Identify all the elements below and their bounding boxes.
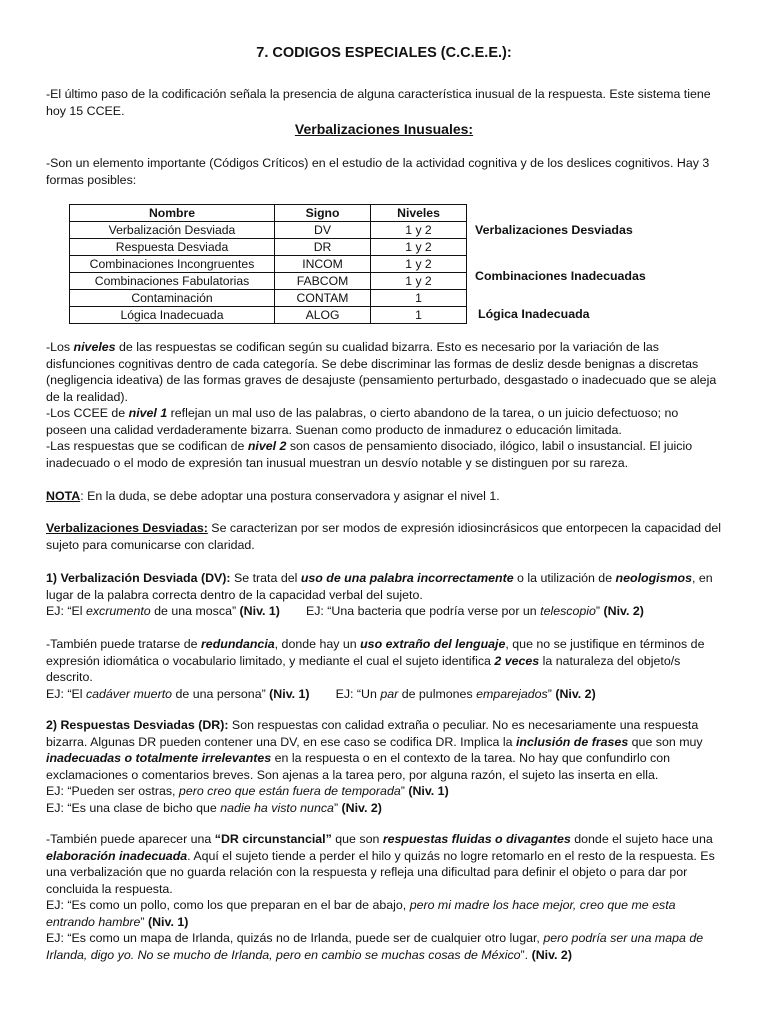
text-run: la naturaleza del objeto/s descrito. [46, 653, 681, 684]
table-header-row [70, 205, 467, 222]
text-run: de pulmones [398, 686, 477, 701]
level-tag: (Niv. 1) [408, 784, 449, 798]
text-run-italic: pero mi madre los hace mejor, creo que me esta entrando hambre [46, 898, 676, 929]
text-run: EJ: “Es como un mapa de Irlanda, quizás no de Irlanda, puede ser de cualquier otro lugar, [46, 931, 544, 945]
level-tag: (Niv. 1) [269, 686, 310, 701]
text-run: EJ: “Es una clase de bicho que [46, 800, 221, 815]
text-run: de una mosca” [150, 604, 240, 618]
text-run-italic: telescopio [540, 604, 596, 618]
text-run: donde el sujeto hace una [570, 832, 713, 846]
intro-paragraph: -El último paso de la codificación señala la presencia de alguna característica inusual de la respuesta. Este sistema tiene hoy 15 CCEE. [46, 87, 711, 118]
text-run-emph: redundancia [200, 637, 275, 651]
table-cell: 1 y 2 [371, 239, 467, 256]
dr-example-2 [46, 800, 722, 817]
text-run-italic: pero creo que están fuera de temporada [178, 784, 401, 798]
dv-heading: 1) Verbalización Desviada (DV): [46, 571, 231, 585]
table-row [70, 239, 467, 256]
text-run-italic: emparejados [476, 686, 548, 701]
dr-section [46, 717, 722, 816]
table-cell: DR [275, 239, 371, 256]
side-label-verbalizaciones: Verbalizaciones Desviadas [475, 223, 633, 237]
text-run: EJ: “Es como un pollo, como los que preparan en el bar de abajo, [46, 898, 410, 912]
table-cell: Contaminación [70, 290, 275, 307]
table-row [70, 290, 467, 307]
dv-section [46, 570, 722, 620]
table-cell: DV [275, 222, 371, 239]
text-run: EJ: “El [46, 686, 86, 701]
dr-circunstancial-example-2 [46, 930, 722, 963]
text-run: : En la duda, se debe adoptar una postura conservadora y asignar el nivel 1. [80, 489, 500, 503]
subsection-title-colon: : [468, 121, 474, 137]
text-run-emph: inadecuadas o totalmente irrelevantes [46, 751, 272, 765]
text-run: -También puede aparecer una [46, 832, 215, 846]
table-cell: FABCOM [275, 273, 371, 290]
text-run: ” [547, 686, 556, 701]
dr-example-1 [46, 783, 722, 800]
text-run: EJ: “El [46, 604, 86, 618]
nota-label: NOTA [46, 489, 81, 503]
text-run: , que no se justifique en términos de expresión idiomática o vocabulario limitado, y mediante el cual el sujeto identifica [46, 637, 705, 668]
text-run-italic: par [380, 686, 399, 701]
table-cell: Respuesta Desviada [70, 239, 275, 256]
text-run-emph: nivel 1 [128, 406, 168, 420]
table-cell: ALOG [275, 307, 371, 324]
text-run: EJ: “Pueden ser ostras, [46, 784, 179, 798]
text-run-emph: neologismos [615, 571, 692, 585]
side-label-combinaciones: Combinaciones Inadecuadas [475, 269, 646, 283]
table-cell: INCOM [275, 256, 371, 273]
text-run: EJ: “Un [335, 686, 381, 701]
nivel2-paragraph [46, 438, 722, 471]
table-row [70, 307, 467, 324]
text-run: Se trata del [230, 571, 301, 585]
text-run: Son respuestas con calidad extraña o peculiar. No es necesariamente una respuesta bizarra. Algunas DR pueden contener una DV, en ese caso se codifica DR. Implica la [46, 718, 699, 749]
table-cell: 1 [371, 290, 467, 307]
text-run: . Aquí el sujeto tiende a perder el hilo y quizás no logre retomarlo en el resto de la respuesta. Es una verbalización que no guarda relación con la respuesta y refleja una dificultad para definir el objeto o para dar por concluida la respuesta. [46, 848, 715, 896]
nivel1-paragraph [46, 405, 722, 438]
table-cell: 1 y 2 [371, 222, 467, 239]
level-tag: (Niv. 1) [239, 604, 280, 618]
text-run-emph: 2 veces [494, 653, 540, 668]
text-run: , en lugar de la palabra correcta dentro de la capacidad verbal del sujeto. [46, 571, 713, 602]
level-tag: (Niv. 2) [531, 947, 572, 962]
table-cell: Combinaciones Incongruentes [70, 256, 275, 273]
table-header: Signo [275, 205, 371, 222]
text-run: ” [140, 914, 148, 929]
dv-paragraph [46, 570, 722, 603]
vd-definition [46, 520, 722, 553]
text-run: ” [333, 800, 342, 815]
text-run-emph: uso extraño del lenguaje [360, 637, 506, 651]
dr-circunstancial-section [46, 831, 722, 963]
table-row [70, 273, 467, 290]
text-run-emph: uso de una palabra incorrectamente [300, 571, 514, 585]
redundancia-section [46, 636, 722, 702]
text-run: ” [400, 784, 409, 798]
text-run: son casos de pensamiento disociado, ilógico, labil o insustancial. El juicio inadecuado o el modo de expresión tan inusual muestran un desvío notable y se distinguen por su rareza. [46, 439, 693, 470]
table-header: Niveles [371, 205, 467, 222]
niveles-paragraph [46, 339, 722, 405]
text-run: de una persona” [172, 686, 270, 701]
redundancia-paragraph [46, 636, 722, 686]
vd-label: Verbalizaciones Desviadas: [46, 521, 208, 535]
section-title: 7. CODIGOS ESPECIALES (C.C.E.E.): [256, 45, 512, 61]
table-cell: Verbalización Desviada [70, 222, 275, 239]
forms-paragraph: -Son un elemento importante (Códigos Críticos) en el estudio de la actividad cognitiva y de los deslices cognitivos. Hay 3 formas posibles: [46, 156, 710, 187]
text-run-emph: nivel 2 [247, 439, 287, 453]
text-run-emph: inclusión de frases [515, 734, 629, 749]
table-cell: Lógica Inadecuada [70, 307, 275, 324]
text-run-emph: respuestas fluidas o divagantes [382, 832, 571, 846]
text-run: o la utilización de [513, 571, 616, 585]
text-run: ” [595, 604, 604, 618]
text-run: -Las respuestas que se codifican de [46, 439, 248, 453]
text-run-italic: nadie ha visto nunca [220, 800, 334, 815]
codes-table [69, 204, 467, 324]
text-run: de las respuestas se codifican según su cualidad bizarra. Esto es necesario por la variación de las disfunciones cognitivas dentro de cada categoría. Se debe discriminar las formas de desliz desde benignas a discretas (negligencia ideativa) de las formas graves de desajuste (pensamiento perturbado, desgastado o inadecuado que se aleja de la realidad). [46, 340, 717, 404]
table-row [70, 256, 467, 273]
level-tag: (Niv. 2) [555, 686, 596, 701]
text-run-bold: “DR circunstancial” [214, 832, 332, 846]
nota-paragraph [46, 488, 722, 505]
text-run: -Los [46, 340, 74, 354]
text-run: , donde hay un [274, 637, 361, 651]
text-run: que son [331, 832, 383, 846]
text-run-emph: elaboración inadecuada [46, 848, 188, 863]
text-run: ”. [520, 947, 532, 962]
text-run: -Los CCEE de [46, 406, 129, 420]
text-run-italic: cadáver muerto [85, 686, 173, 701]
side-label-logica: Lógica Inadecuada [478, 307, 590, 321]
dr-heading: 2) Respuestas Desviadas (DR): [46, 718, 229, 732]
text-run: -También puede tratarse de [46, 637, 201, 651]
level-tag: (Niv. 1) [147, 914, 189, 929]
level-tag: (Niv. 2) [603, 604, 644, 618]
table-cell: 1 y 2 [371, 273, 467, 290]
text-run-italic: excrumento [85, 604, 151, 618]
text-run: reflejan un mal uso de las palabras, o cierto abandono de la tarea, o un juicio defectuoso; no poseen una calidad verdaderamente bizarra. Suenan como producto de inmadurez o educación limitada. [46, 406, 679, 437]
text-run-italic: pero podría ser una mapa de Irlanda, digo yo. No se mucho de Irlanda, pero en cambio se muchas cosas de México [46, 931, 704, 962]
text-run: EJ: “Una bacteria que podría verse por un [305, 604, 541, 618]
dv-examples [46, 603, 722, 620]
redundancia-examples [46, 686, 722, 703]
text-run: en la respuesta o en el contexto de la tarea. No hay que confundirlo con exclamaciones o comentarios breves. Son ajenas a la tarea pero, por alguna razón, el sujeto las inserta en ella. [46, 751, 671, 782]
level-tag: (Niv. 2) [341, 800, 382, 815]
dr-circunstancial-paragraph [46, 831, 722, 897]
table-row [70, 222, 467, 239]
text-run: Se caracterizan por ser modos de expresión idiosincrásicos que entorpecen la capacidad del sujeto para comunicarse con claridad. [46, 521, 721, 552]
dr-paragraph [46, 717, 722, 783]
niveles-section [46, 339, 722, 471]
table-header: Nombre [70, 205, 275, 222]
table-cell: 1 y 2 [371, 256, 467, 273]
table-cell: Combinaciones Fabulatorias [70, 273, 275, 290]
subsection-title [0, 119, 768, 139]
text-run: que son muy [628, 734, 703, 749]
text-run-emph: niveles [73, 340, 116, 354]
table-cell: CONTAM [275, 290, 371, 307]
table-cell: 1 [371, 307, 467, 324]
subsection-title-text: Verbalizaciones Inusuales [294, 121, 469, 137]
dr-circunstancial-example-1 [46, 897, 722, 930]
